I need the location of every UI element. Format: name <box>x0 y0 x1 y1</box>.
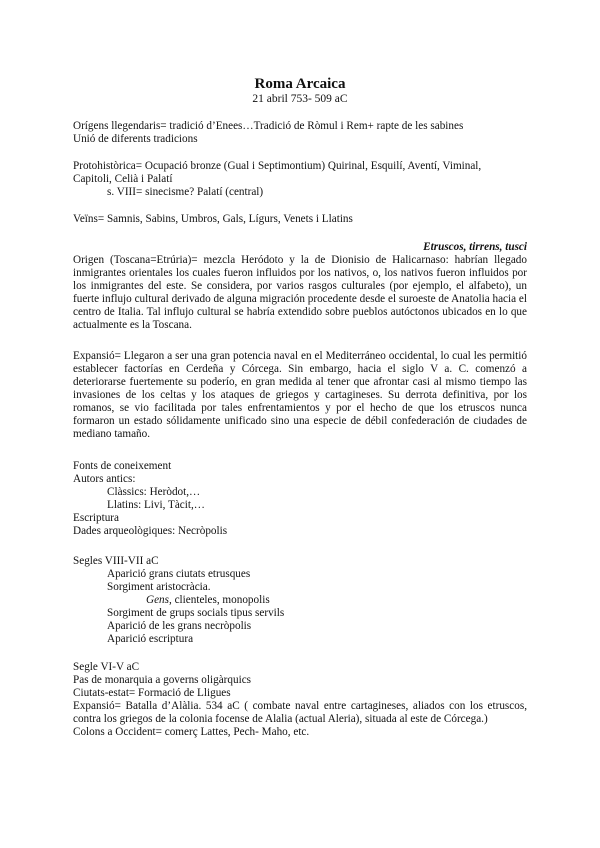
etruscos-heading: Etruscos, tirrens, tusci <box>423 241 527 253</box>
etruscos-section <box>73 241 527 332</box>
fonts-line: Llatins: Livi, Tàcit,… <box>107 499 205 511</box>
origens-line: Orígens llegendaris= tradició d’Enees…Tradició de Ròmul i Rem+ rapte de les sabines <box>73 120 464 132</box>
segles-viii-item: Sorgiment de grups socials tipus servils <box>107 607 285 619</box>
segle-vi-heading: Segle VI-V aC <box>73 661 140 673</box>
segle-vi-line: Pas de monarquia a governs oligàrquics <box>73 674 252 686</box>
origens-line: Unió de diferents tradicions <box>73 133 198 145</box>
segles-viii-item <box>73 594 527 607</box>
expansio-paragraph: Expansió= Llegaron a ser una gran potencia naval en el Mediterráneo occidental, lo cual les permitió establecer factorías en Cerdeña y Córcega. Sin embargo, hacia el siglo V a. C. comenzó a deteriorarse fuertemente su poderío, en gran medida al tener que afrontar casi al mismo tiempo las invasiones de los celtas y los ataques de griegos y cartagineses. Su derrota definitiva, por los romanos, se vio facilitada por tales enfrentamientos y por el hecho de que los etruscos nunca formaron un estado sólidamente unificado sino una especie de débil confederación de ciudades de mediano tamaño. <box>73 350 527 440</box>
segle-vi-line: Ciutats-estat= Formació de Lligues <box>73 687 231 699</box>
segles-viii-item: Aparició grans ciutats etrusques <box>107 568 251 580</box>
segle-vi-line: Colons a Occident= comerç Lattes, Pech- Maho, etc. <box>73 726 310 738</box>
fonts-line: Dades arqueològiques: Necròpolis <box>73 525 228 537</box>
proto-line: Protohistòrica= Ocupació bronze (Gual i Septimontium) Quirinal, Esquilí, Aventí, Viminal, <box>73 160 482 172</box>
origens-section <box>73 120 527 146</box>
gens-rest: clienteles, monopolis <box>171 594 270 606</box>
expansio-section <box>73 350 527 441</box>
fonts-line: Clàssics: Heròdot,… <box>107 486 201 498</box>
fonts-heading: Fonts de coneixement <box>73 460 172 472</box>
fonts-line: Autors antics: <box>73 473 136 485</box>
segles-viii-item: Aparició escriptura <box>107 633 194 645</box>
segle-vi-expansio: Expansió= Batalla d’Alàlia. 534 aC ( combate naval entre cartagineses, aliados con los etruscos, contra los griegos de la colonia focense de Alalia (actual Aleria), situada al este de Córcega.) <box>73 700 527 725</box>
veins-section <box>73 213 527 226</box>
page-subtitle: 21 abril 753- 509 aC <box>252 93 348 105</box>
protohistorica-section <box>73 160 527 199</box>
segles-viii-heading: Segles VIII-VII aC <box>73 555 159 567</box>
fonts-section <box>73 460 527 538</box>
segle-vi-section <box>73 661 527 739</box>
page-title: Roma Arcaica <box>254 76 346 92</box>
segles-viii-section <box>73 555 527 646</box>
origen-paragraph: Origen (Toscana=Etrúria)= mezcla Heródoto y la de Dionisio de Halicarnaso: habrían llegado inmigrantes orientales los cuales fueron influidos por los nativos, o, los nativos fueron influidos por los inmigrantes del este. Se considera, por varios rasgos culturales (por ejemplo, el alfabeto), un fuerte influjo cultural derivado de alguna migración procedente desde el suroeste de Anatolia hacia el centro de Italia. Tal influjo cultural se habría extendido sobre pueblos autóctonos ubicados en lo que actualmente es la Toscana. <box>73 254 527 331</box>
veins-line: Veïns= Samnis, Sabins, Umbros, Gals, Lígurs, Venets i Llatins <box>73 213 353 225</box>
segles-viii-item: Sorgiment aristocràcia. <box>107 581 211 593</box>
proto-line: Capitoli, Celià i Palatí <box>73 173 173 185</box>
segles-viii-item: Aparició de les grans necròpolis <box>107 620 252 632</box>
fonts-line: Escriptura <box>73 512 119 524</box>
gens-word: Gens, <box>146 594 172 606</box>
proto-line: s. VIII= sinecisme? Palatí (central) <box>107 186 264 198</box>
